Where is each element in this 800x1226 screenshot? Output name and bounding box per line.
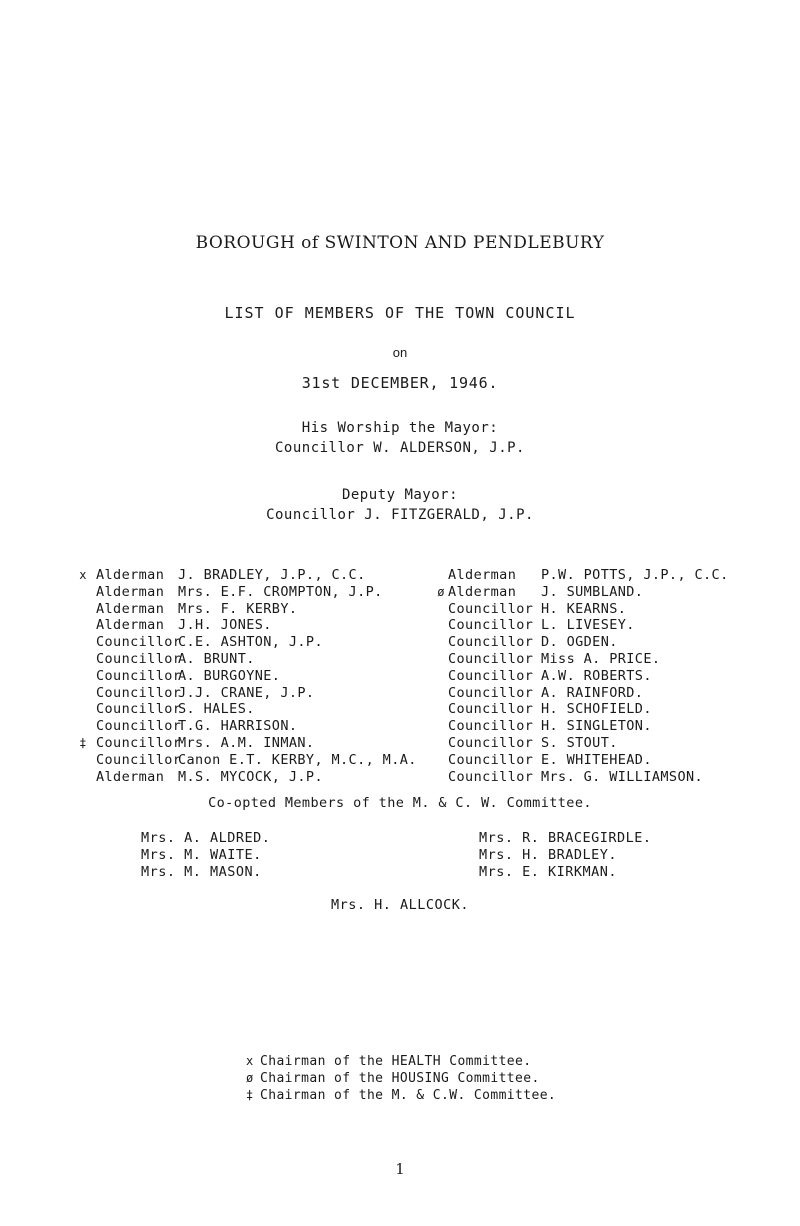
member-title: Councillor <box>448 768 534 785</box>
symbol-key-list <box>246 1053 556 1104</box>
key-text: Chairman of the HEALTH Committee. <box>260 1054 532 1069</box>
member-row <box>448 651 729 668</box>
symbol-key-row <box>246 1087 556 1104</box>
mayor-name: Councillor W. ALDERSON, J.P. <box>274 440 525 456</box>
on-label: on <box>392 345 408 360</box>
coopted-member: Mrs. A. ALDRED. <box>141 830 271 846</box>
member-name: D. OGDEN. <box>541 634 618 651</box>
coopted-member: Mrs. R. BRACEGIRDLE. <box>479 830 652 846</box>
member-row <box>79 734 417 752</box>
coopted-left-column <box>141 830 270 881</box>
member-title: Councillor <box>448 617 534 634</box>
coopted-member: Mrs. M. MASON. <box>141 864 262 880</box>
member-name: L. LIVESEY. <box>541 617 635 634</box>
member-name: A.W. ROBERTS. <box>541 667 652 684</box>
document-subtitle: LIST OF MEMBERS OF THE TOWN COUNCIL <box>224 304 576 322</box>
member-name: Miss A. PRICE. <box>541 650 661 667</box>
member-name: A. BURGOYNE. <box>178 667 281 684</box>
member-row <box>96 634 417 651</box>
member-name: Mrs. G. WILLIAMSON. <box>541 768 704 785</box>
member-row <box>448 769 729 786</box>
member-title: Alderman <box>448 567 517 583</box>
member-name: Canon E.T. KERBY, M.C., M.A. <box>178 751 417 768</box>
member-row <box>96 617 417 634</box>
member-row <box>96 769 417 786</box>
key-text: Chairman of the M. & C.W. Committee. <box>260 1088 557 1103</box>
member-title: Councillor <box>448 684 534 701</box>
member-row <box>96 685 417 702</box>
coopted-heading: Co-opted Members of the M. & C. W. Committee. <box>208 795 592 811</box>
member-name: H. KEARNS. <box>541 600 627 617</box>
member-name: P.W. POTTS, J.P., C.C. <box>541 567 729 583</box>
coopted-member: Mrs. H. BRADLEY. <box>479 847 618 863</box>
member-row <box>96 601 417 618</box>
member-name: Mrs. A.M. INMAN. <box>178 734 315 751</box>
member-row <box>448 634 729 651</box>
member-name: T.G. HARRISON. <box>178 718 298 735</box>
member-name: H. SCHOFIELD. <box>541 701 652 718</box>
member-title: Councillor <box>448 734 534 751</box>
key-symbol: ‡ <box>246 1088 254 1102</box>
document-heading: BOROUGH of SWINTON AND PENDLEBURY <box>195 233 605 253</box>
member-title: Councillor <box>448 650 534 667</box>
member-title: Councillor <box>448 751 534 768</box>
member-title: Councillor <box>448 701 534 718</box>
member-row <box>448 718 729 735</box>
mayor-title: His Worship the Mayor: <box>301 420 499 436</box>
deputy-mayor-name: Councillor J. FITZGERALD, J.P. <box>266 507 534 523</box>
member-row <box>96 718 417 735</box>
member-name: J.H. JONES. <box>178 617 272 634</box>
member-title: Councillor <box>96 734 182 751</box>
member-title: Councillor <box>448 667 534 684</box>
members-right-column <box>437 567 729 785</box>
key-symbol: x <box>246 1054 254 1068</box>
member-title: Alderman <box>96 768 165 785</box>
member-title: Councillor <box>448 718 534 735</box>
member-name: J. BRADLEY, J.P., C.C. <box>178 567 366 583</box>
symbol-key-row <box>246 1070 556 1087</box>
member-title: Councillor <box>96 634 182 651</box>
member-name: Mrs. E.F. CROMPTON, J.P. <box>178 583 383 600</box>
member-name: H. SINGLETON. <box>541 718 652 735</box>
coopted-member-last: Mrs. H. ALLCOCK. <box>330 897 470 913</box>
member-name: A. RAINFORD. <box>541 684 644 701</box>
member-title: Alderman <box>96 567 165 583</box>
key-symbol: ø <box>246 1071 254 1085</box>
member-name: S. HALES. <box>178 701 255 718</box>
member-name: M.S. MYCOCK, J.P. <box>178 768 323 785</box>
member-row <box>96 701 417 718</box>
member-title: Councillor <box>96 718 182 735</box>
member-title: Councillor <box>96 650 182 667</box>
member-name: E. WHITEHEAD. <box>541 751 652 768</box>
member-title: Alderman <box>448 583 517 600</box>
member-mark-symbol: ø <box>437 584 445 599</box>
member-row <box>448 685 729 702</box>
member-mark-symbol: x <box>79 568 87 582</box>
member-row <box>437 583 729 601</box>
coopted-member: Mrs. E. KIRKMAN. <box>479 864 618 880</box>
member-name: Mrs. F. KERBY. <box>178 600 298 617</box>
member-row <box>448 567 729 584</box>
member-name: A. BRUNT. <box>178 650 255 667</box>
member-row <box>96 651 417 668</box>
member-row <box>96 752 417 769</box>
member-name: J.J. CRANE, J.P. <box>178 684 315 701</box>
member-row <box>448 752 729 769</box>
member-row <box>96 668 417 685</box>
members-left-column <box>79 567 417 785</box>
member-row <box>448 617 729 634</box>
document-date: 31st DECEMBER, 1946. <box>301 374 499 392</box>
member-name: J. SUMBLAND. <box>541 583 644 600</box>
member-title: Councillor <box>448 634 534 651</box>
member-title: Councillor <box>448 600 534 617</box>
member-row <box>96 584 417 601</box>
member-name: C.E. ASHTON, J.P. <box>178 634 323 651</box>
member-row <box>448 735 729 752</box>
key-text: Chairman of the HOUSING Committee. <box>260 1071 540 1086</box>
deputy-mayor-title: Deputy Mayor: <box>341 487 459 503</box>
member-title: Alderman <box>96 617 165 634</box>
member-title: Councillor <box>96 667 182 684</box>
page-number: 1 <box>395 1160 405 1178</box>
member-mark-symbol: ‡ <box>79 735 87 750</box>
member-title: Councillor <box>96 751 182 768</box>
member-title: Alderman <box>96 583 165 600</box>
coopted-member: Mrs. M. WAITE. <box>141 847 262 863</box>
member-title: Alderman <box>96 600 165 617</box>
member-row <box>448 701 729 718</box>
member-name: S. STOUT. <box>541 734 618 751</box>
member-row <box>448 601 729 618</box>
member-row <box>79 567 417 584</box>
coopted-right-column <box>479 830 652 881</box>
member-row <box>448 668 729 685</box>
member-title: Councillor <box>96 684 182 701</box>
member-title: Councillor <box>96 701 182 718</box>
symbol-key-row <box>246 1053 556 1070</box>
